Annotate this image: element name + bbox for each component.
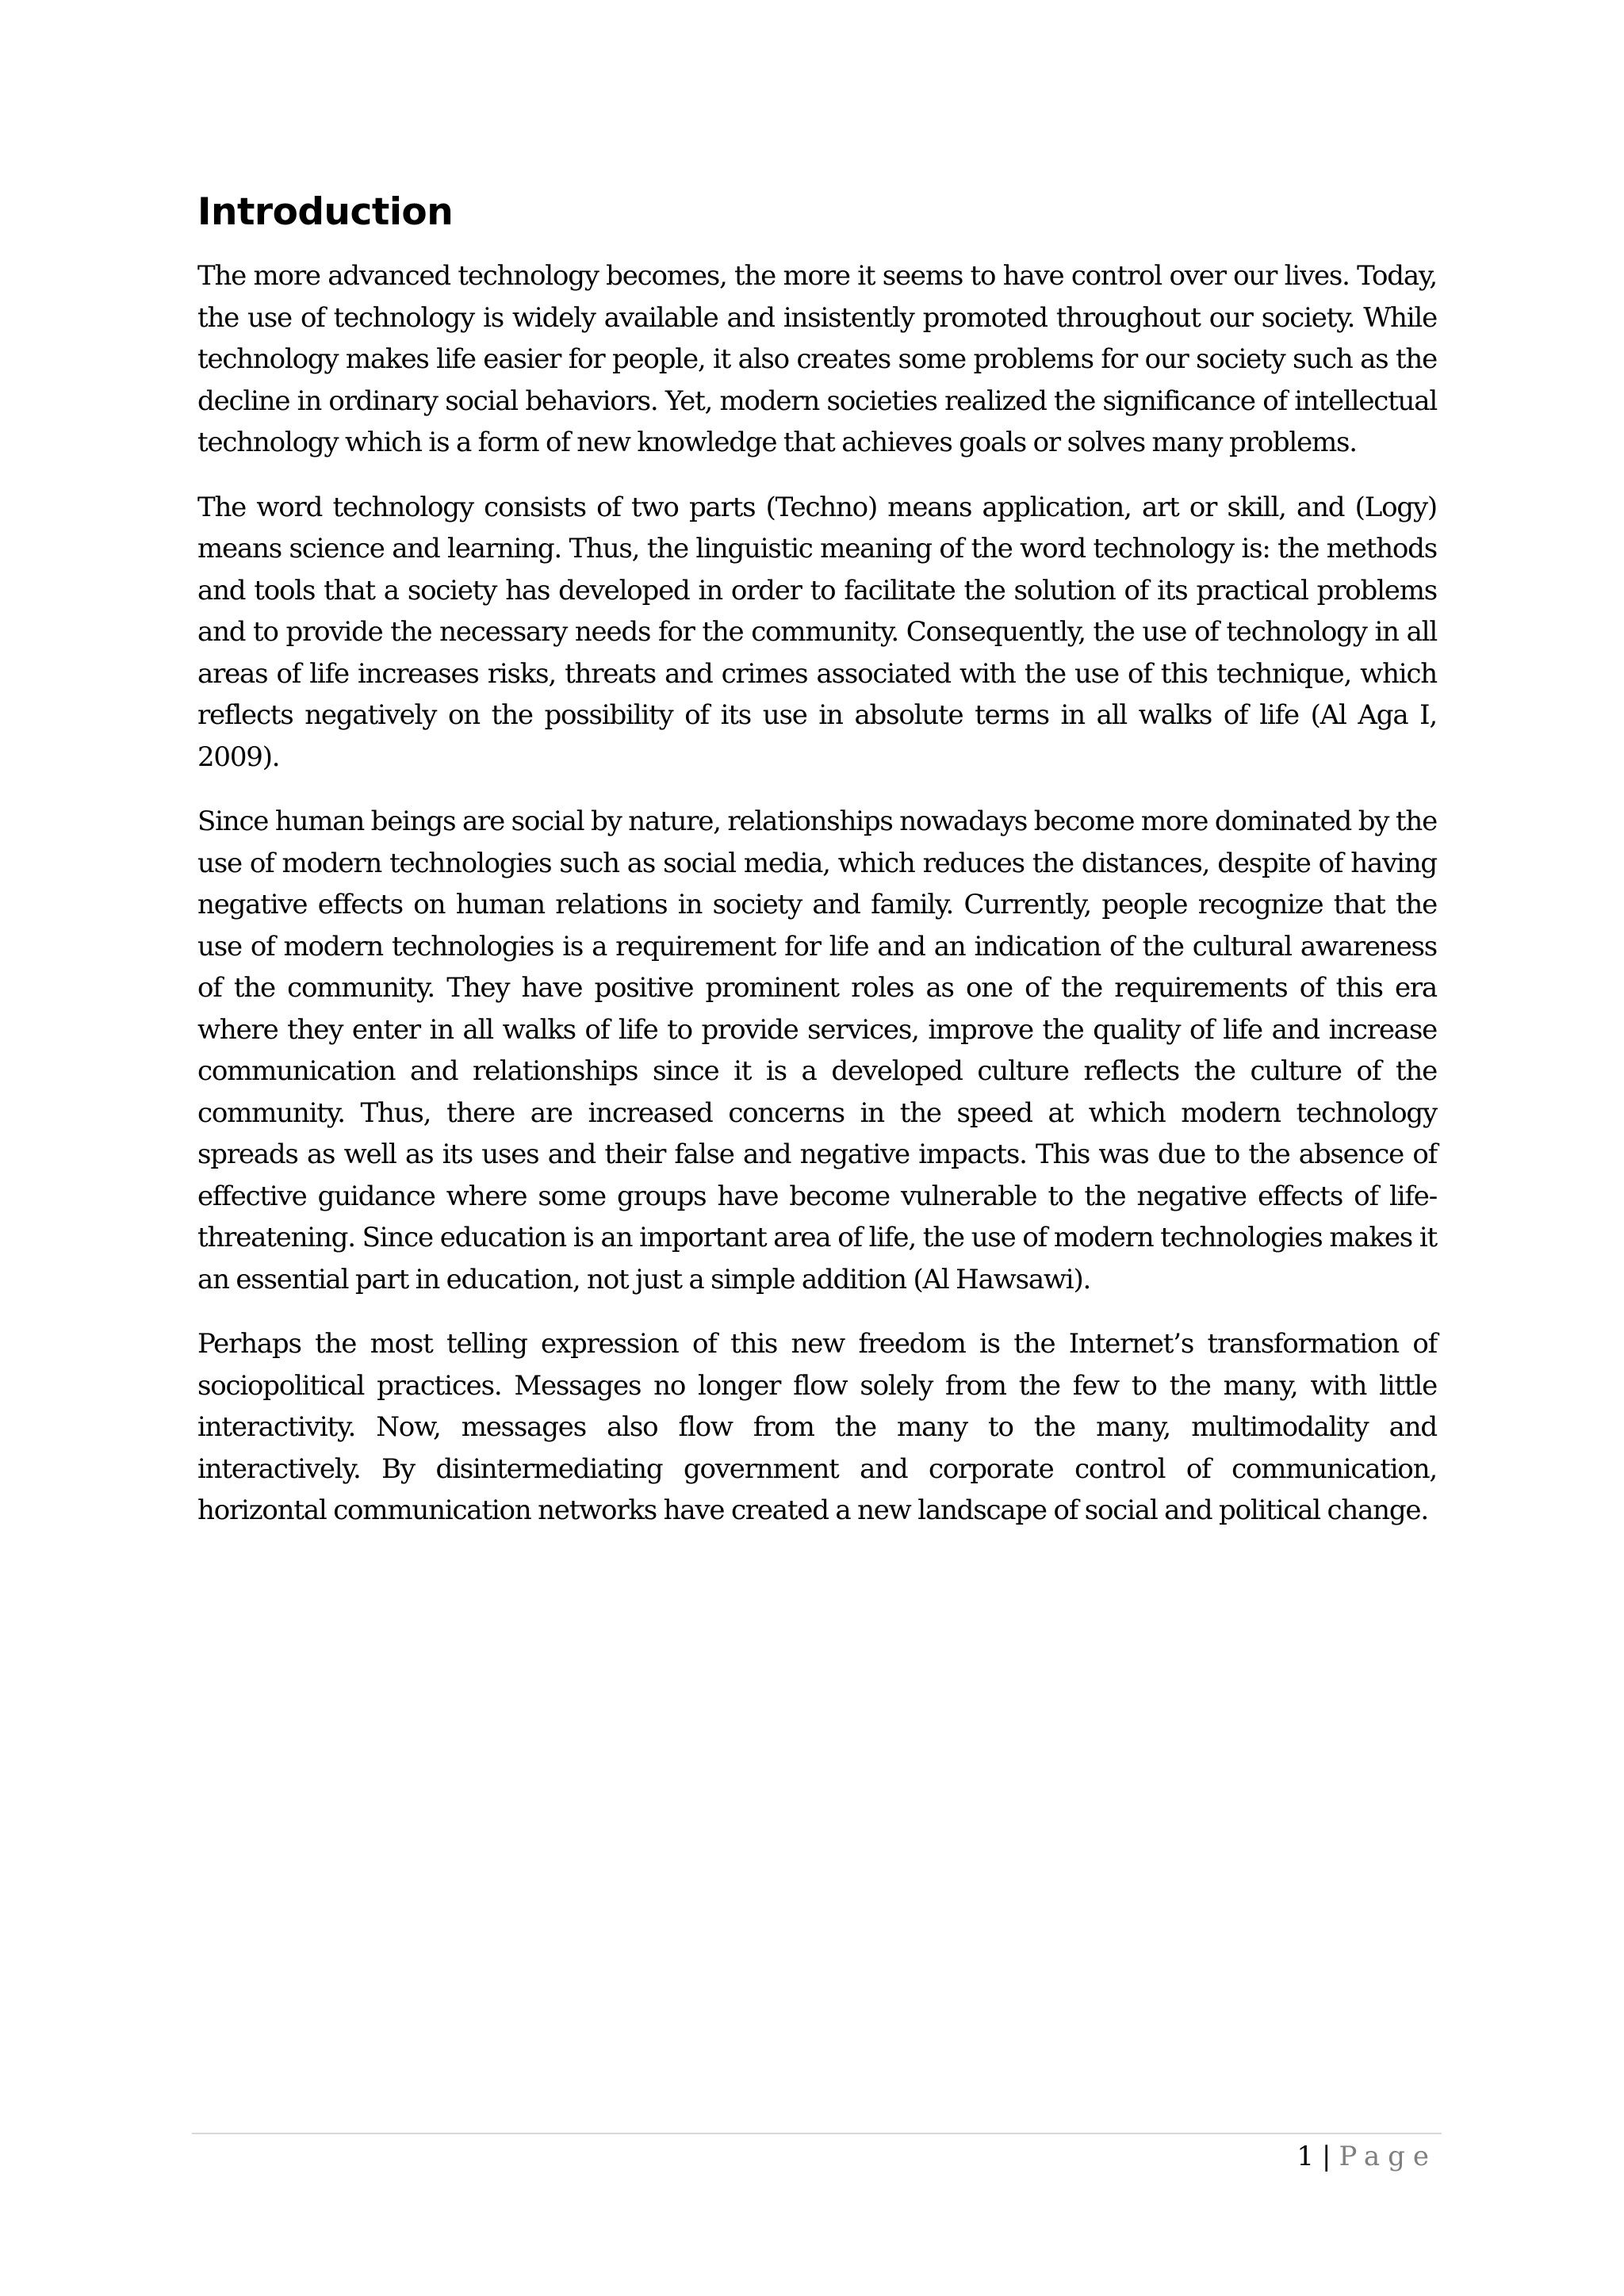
section-heading: Introduction: [197, 190, 454, 234]
page-separator: |: [1322, 2141, 1331, 2172]
footer-divider: [192, 2133, 1442, 2134]
paragraph-1: The more advanced technology becomes, the more it seems to have control over our lives. Today, the use of technology is widely available and insistently promoted throughout our society. While technology makes life easier for people, it also creates some problems for our society such as the decline in ordinary social behaviors. Yet, modern societies realized the significance of intellectual technology which is a form of new knowledge that achieves goals or solves many problems.: [197, 260, 1437, 459]
paragraph-3: Since human beings are social by nature, relationships nowadays become more dominated by the use of modern technologies such as social media, which reduces the distances, despite of having negative effects on human relations in society and family. Currently, people recognize that the use of modern technologies is a requirement for life and an indication of the cultural awareness of the community. They have positive prominent roles as one of the requirements of this era where they enter in all walks of life to provide services, improve the quality of life and increase communication and relationships since it is a developed culture reflects the culture of the community. Thus, there are increased concerns in the speed at which modern technology spreads as well as its uses and their false and negative impacts. This was due to the absence of effective guidance where some groups have become vulnerable to the negative effects of life-threatening. Since education is an important area of life, the use of modern technologies makes it an essential part in education, not just a simple addition (Al Hawsawi).: [197, 806, 1437, 1295]
paragraph-2: The word technology consists of two parts (Techno) means application, art or skill, and (Logy) means science and learning. Thus, the linguistic meaning of the word technology is: the methods and tools that a society has developed in order to facilitate the solution of its practical problems and to provide the necessary needs for the community. Consequently, the use of technology in all areas of life increases risks, threats and crimes associated with the use of this technique, which reflects negatively on the possibility of its use in absolute terms in all walks of life (Al Aga I, 2009).: [197, 491, 1437, 773]
paragraph-4: Perhaps the most telling expression of this new freedom is the Internet’s transformation of sociopolitical practices. Messages no longer flow solely from the few to the many, with little interactivity. Now, messages also flow from the many to the many, multimodality and interactively. By disintermediating government and corporate control of communication, horizontal communication networks have created a new landscape of social and political change.: [197, 1328, 1437, 1527]
page-number: 1: [1297, 2141, 1315, 2172]
page-footer: [1297, 2136, 1437, 2177]
document-body: [197, 190, 1437, 1555]
page-label: Page: [1339, 2141, 1437, 2172]
